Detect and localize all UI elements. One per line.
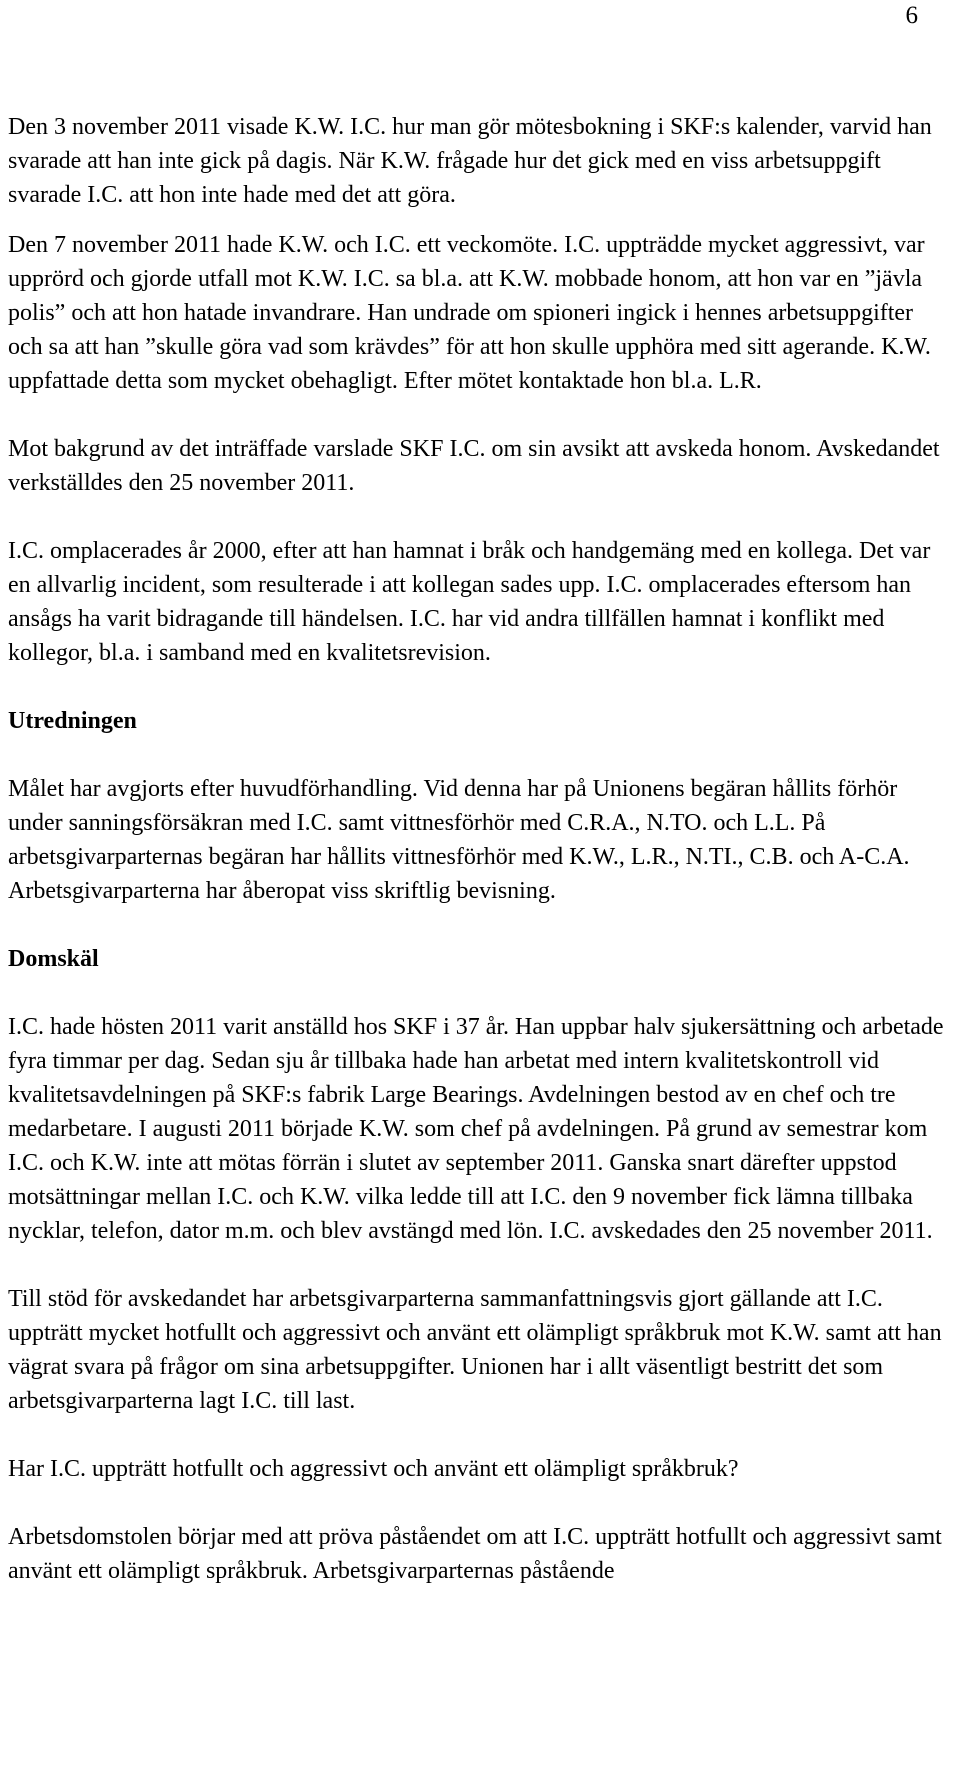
paragraph: Arbetsdomstolen börjar med att pröva påståendet om att I.C. uppträtt hotfullt och aggressivt samt använt ett olämpligt språkbruk. Arbetsgivarparternas påstående: [8, 1524, 942, 1584]
section-heading-utredningen: Utredningen: [8, 708, 137, 734]
section-heading-domskal: Domskäl: [8, 946, 99, 972]
paragraph: Till stöd för avskedandet har arbetsgivarparterna sammanfattningsvis gjort gällande att I.C. uppträtt mycket hotfullt och aggressivt och använt ett olämpligt språkbruk mot K.W. samt att han vägrat svara på frågor om sina arbetsuppgifter. Unionen har i allt väsentligt bestritt det som arbetsgivarparterna lagt I.C. till last.: [8, 1286, 942, 1414]
paragraph: I.C. omplacerades år 2000, efter att han hamnat i bråk och handgemäng med en kollega. Det var en allvarlig incident, som resulterade i att kollegan sades upp. I.C. omplacerades eftersom han ansågs ha varit bidragande till händelsen. I.C. har vid andra tillfällen hamnat i konflikt med kollegor, bl.a. i samband med en kvalitetsrevision.: [8, 538, 931, 666]
paragraph: I.C. hade hösten 2011 varit anställd hos SKF i 37 år. Han uppbar halv sjukersättning och arbetade fyra timmar per dag. Sedan sju år tillbaka hade han arbetat med intern kvalitetskontroll vid kvalitetsavdelningen på SKF:s fabrik Large Bearings. Avdelningen bestod av en chef och tre medarbetare. I augusti 2011 började K.W. som chef på avdelningen. På grund av semestrar kom I.C. och K.W. inte att mötas förrän i slutet av september 2011. Ganska snart därefter uppstod motsättningar mellan I.C. och K.W. vilka ledde till att I.C. den 9 november fick lämna tillbaka nycklar, telefon, dator m.m. och blev avstängd med lön. I.C. avskedades den 25 november 2011.: [8, 1014, 944, 1244]
page-number: 6: [905, 2, 918, 29]
document-body: [8, 110, 948, 1622]
paragraph: Den 3 november 2011 visade K.W. I.C. hur man gör mötesbokning i SKF:s kalender, varvid han svarade att han inte gick på dagis. När K.W. frågade hur det gick med en viss arbetsuppgift svarade I.C. att hon inte hade med det att göra.: [8, 114, 932, 208]
paragraph: Mot bakgrund av det inträffade varslade SKF I.C. om sin avsikt att avskeda honom. Avskedandet verkställdes den 25 november 2011.: [8, 436, 940, 496]
paragraph: Den 7 november 2011 hade K.W. och I.C. ett veckomöte. I.C. uppträdde mycket aggressivt, var upprörd och gjorde utfall mot K.W. I.C. sa bl.a. att K.W. mobbade honom, att hon var en ”jävla polis” och att hon hatade invandrare. Han undrade om spioneri ingick i hennes arbetsuppgifter och sa att han ”skulle göra vad som krävdes” för att hon skulle upphöra med sitt agerande. K.W. uppfattade detta som mycket obehagligt. Efter mötet kontaktade hon bl.a. L.R.: [8, 232, 931, 394]
paragraph: Har I.C. uppträtt hotfullt och aggressivt och använt ett olämpligt språkbruk?: [8, 1456, 739, 1482]
paragraph: Målet har avgjorts efter huvudförhandling. Vid denna har på Unionens begäran hållits förhör under sanningsförsäkran med I.C. samt vittnesförhör med C.R.A., N.TO. och L.L. På arbetsgivarparternas begäran har hållits vittnesförhör med K.W., L.R., N.TI., C.B. och A-C.A. Arbetsgivarparterna har åberopat viss skriftlig bevisning.: [8, 776, 910, 904]
